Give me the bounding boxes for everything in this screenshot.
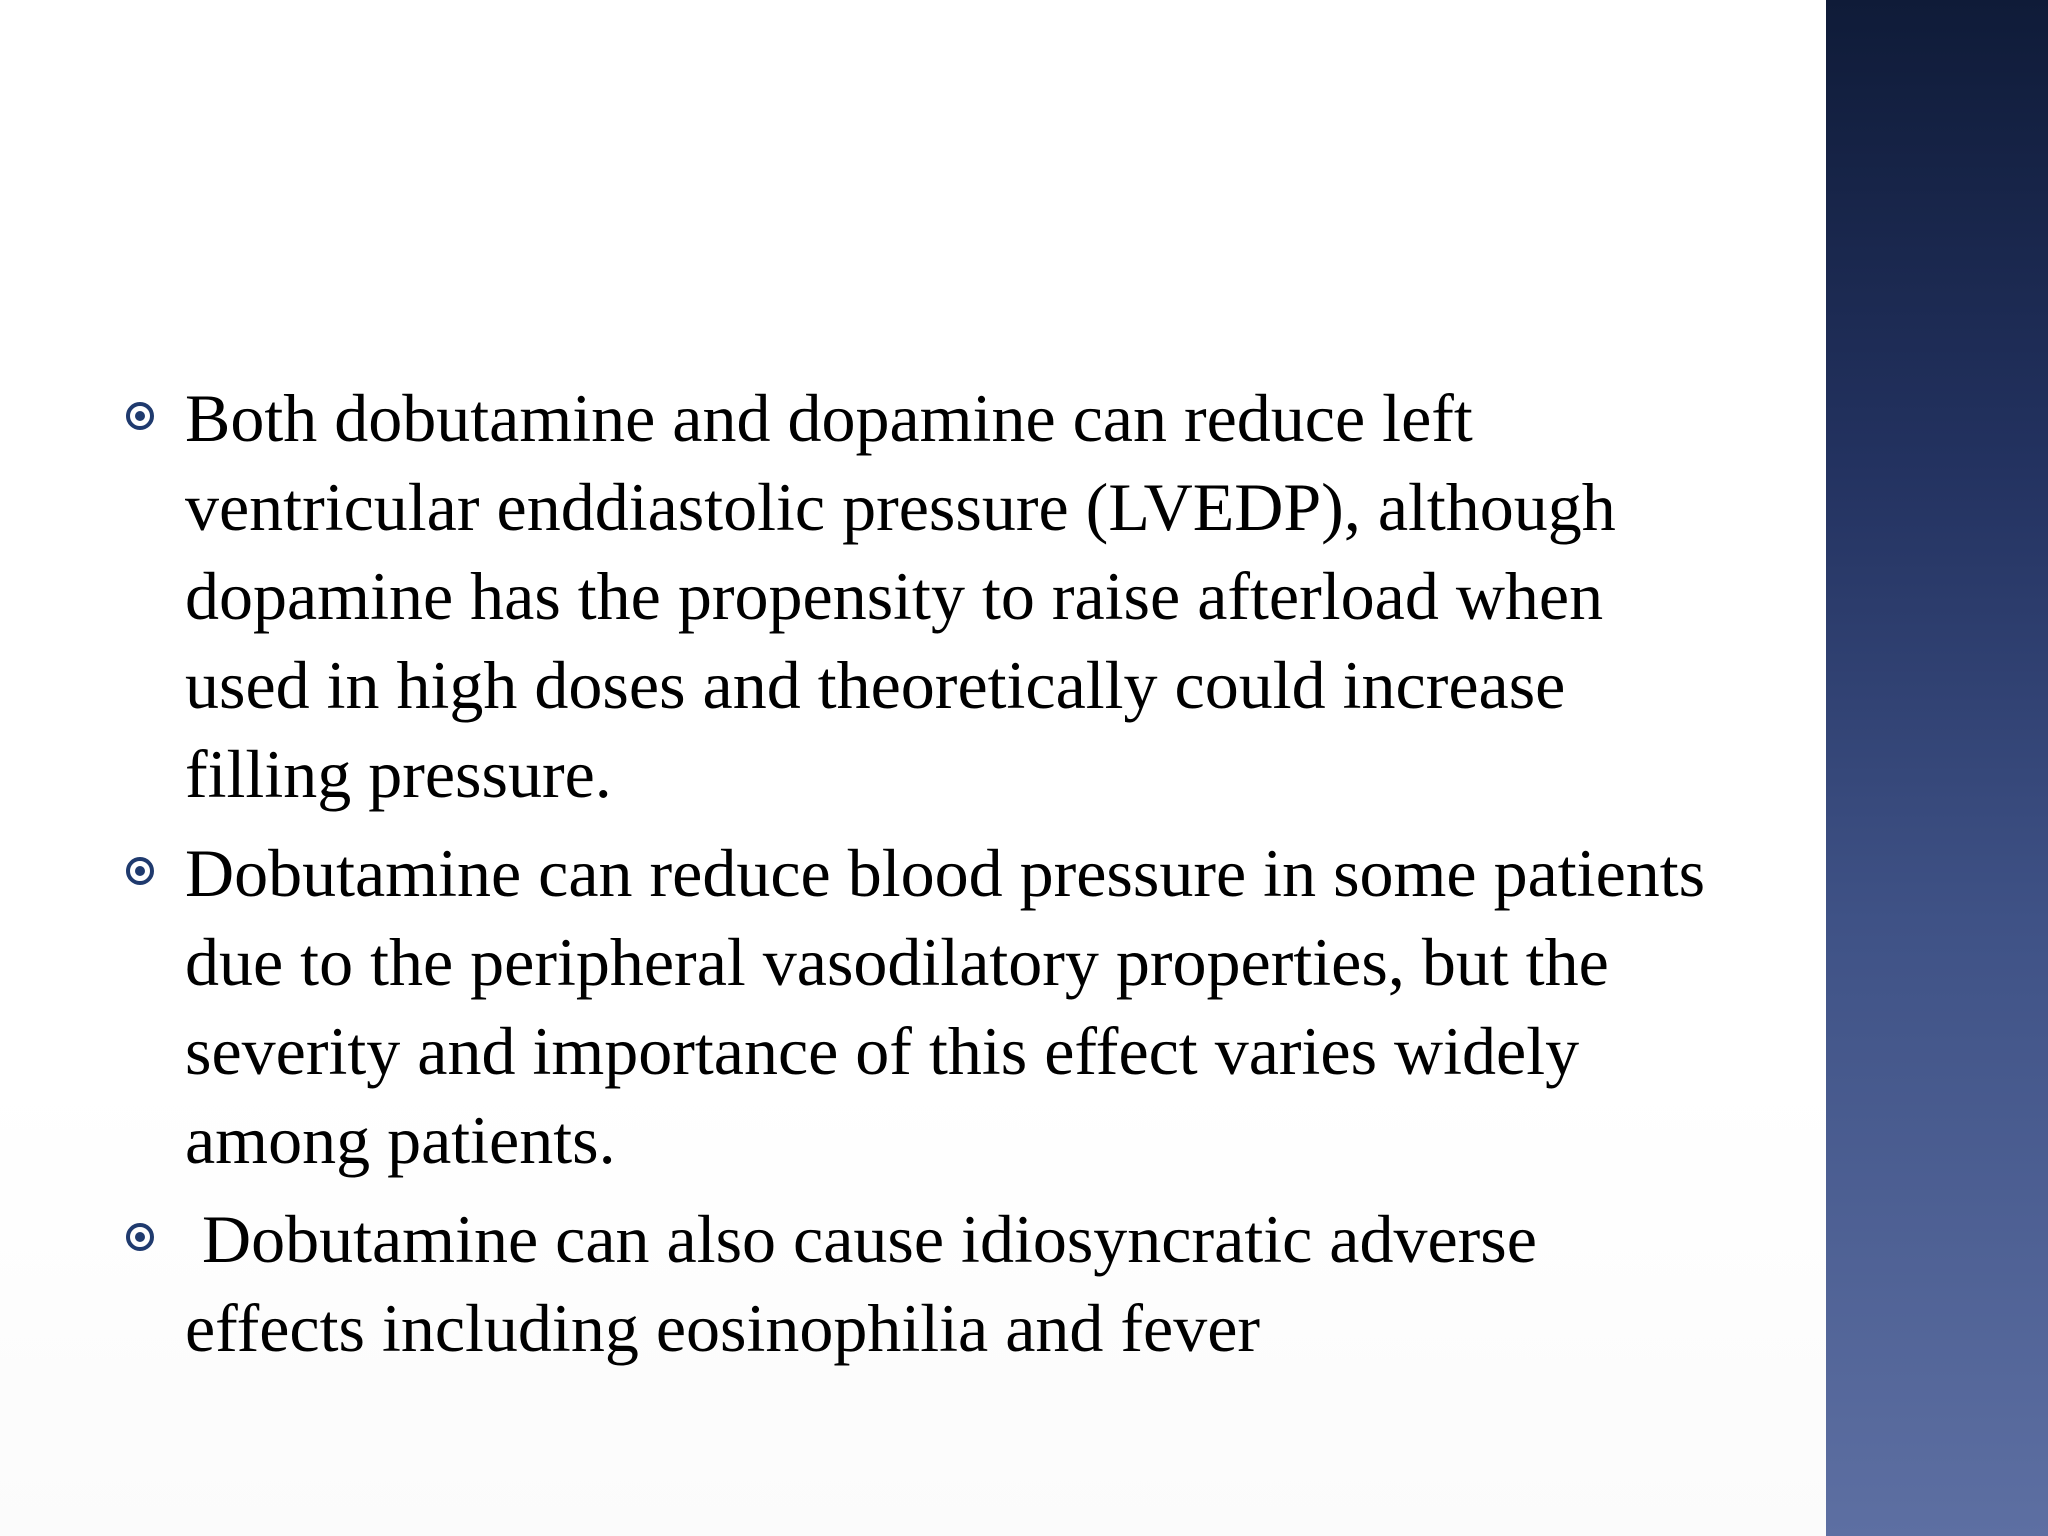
bullet-text: Dobutamine can also cause idiosyncratic adverse effects including eosinophilia and fever (185, 1201, 1554, 1366)
bullet-text: Both dobutamine and dopamine can reduce left ventricular enddiastolic pressure (LVEDP), although dopamine has the propensity to raise afterload when used in high doses and theoretically could increase filling pressure. (185, 380, 1616, 812)
bullet-circle-icon (126, 402, 154, 430)
decorative-side-band (1826, 0, 2048, 1536)
bullet-circle-icon (126, 857, 154, 885)
bullet-list (120, 374, 1720, 1383)
bullet-item (120, 1195, 1720, 1373)
bullet-text: Dobutamine can reduce blood pressure in some patients due to the peripheral vasodilatory properties, but the severity and importance of this effect varies widely among patients. (185, 835, 1706, 1178)
bullet-circle-icon (126, 1223, 154, 1251)
bullet-item (120, 829, 1720, 1185)
bullet-item (120, 374, 1720, 819)
